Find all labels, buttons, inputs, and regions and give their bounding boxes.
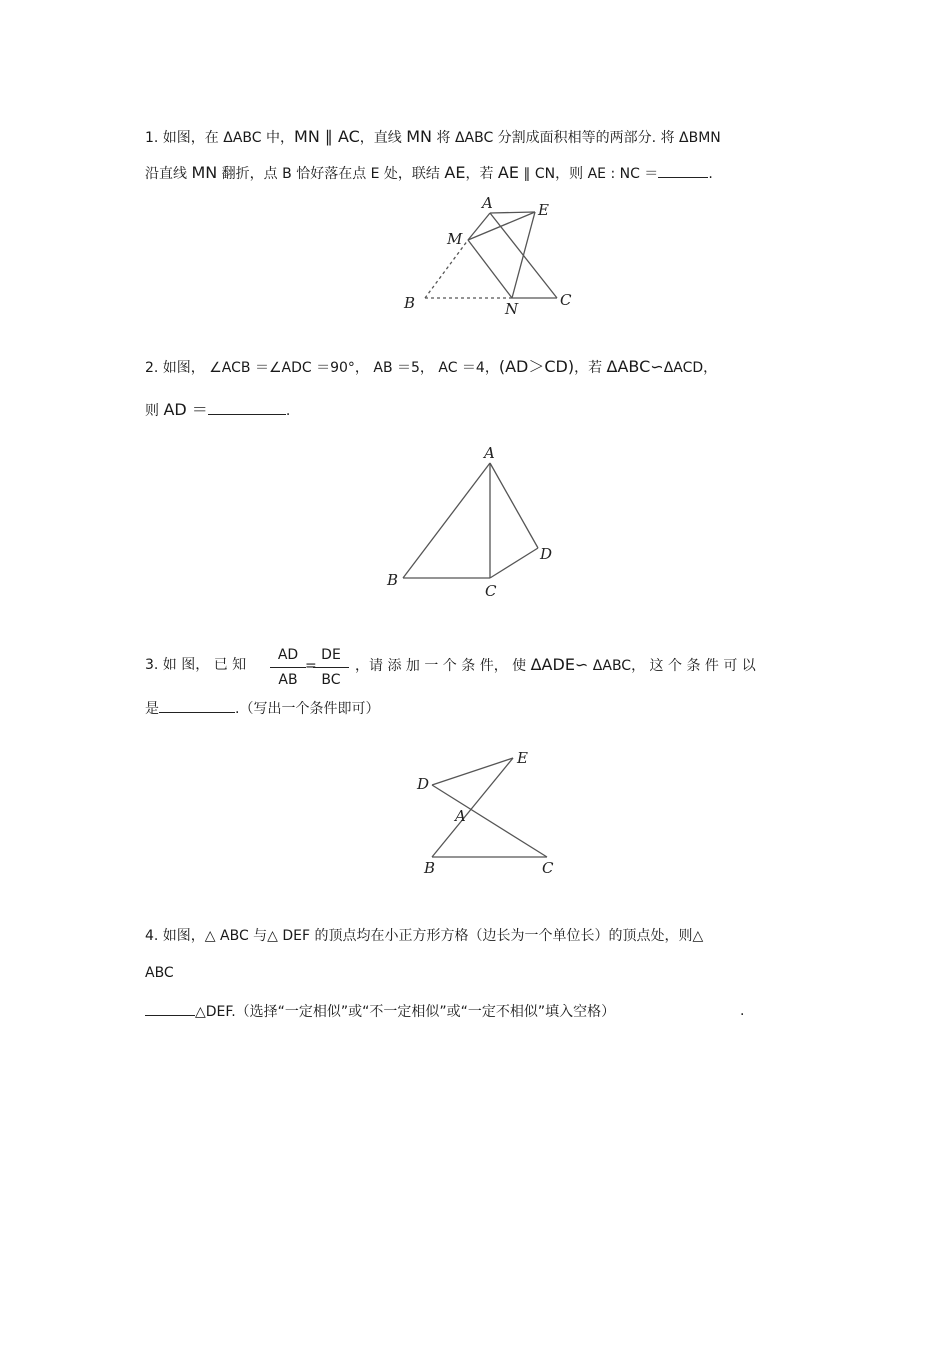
q3-answer-blank[interactable] [159, 698, 235, 713]
q2-text: . [285, 403, 291, 419]
q1-math: AE [497, 163, 519, 182]
q1-text: ，若 [465, 166, 498, 182]
q1-label-n: N [505, 300, 519, 318]
q1-text: 沿直线 [145, 166, 192, 182]
q2-text: ，若 [574, 360, 607, 376]
q3-label-a: A [455, 807, 466, 825]
q2-answer-blank[interactable] [208, 400, 286, 415]
q2-label-d: D [540, 545, 553, 563]
q1-text: . [708, 166, 713, 182]
q1-text: 翻折，点 B 恰好落在点 E 处，联结 [217, 166, 445, 182]
fraction-denominator: AB [278, 672, 298, 688]
q1-text: 1. 如图，在 [145, 130, 224, 146]
q1-line2 [145, 163, 713, 184]
q3-line1-rest [355, 655, 756, 676]
q1-math: MN ∥ AC [294, 127, 360, 146]
q1-math: AE [444, 163, 466, 182]
fraction-numerator: AD [277, 647, 299, 663]
fraction-bar [313, 667, 349, 668]
q4-text: △DEF.（选择“一定相似”或“不一定相似”或“一定不相似”填入空格） [195, 1004, 616, 1020]
q2-label-b: B [387, 571, 399, 589]
q2-line2 [145, 400, 290, 421]
q4-end-period: . [740, 1003, 745, 1019]
q2-math: AD ＝ [163, 400, 208, 419]
q4-line3 [145, 1001, 615, 1022]
q1-text: ∥ CN，则 AE : NC ＝ [518, 166, 659, 182]
q3-equals: = [305, 658, 317, 674]
fraction-bar [270, 667, 306, 668]
q4-answer-blank[interactable] [145, 1001, 195, 1016]
q3-text: ，请 添 加 一 个 条 件， 使 [355, 658, 531, 674]
q1-text: 中， [261, 130, 295, 146]
q3-prefix: 3. 如 图， 已 知 [145, 657, 247, 673]
q2-text: 则 [145, 403, 164, 419]
q2-math: (AD＞CD) [498, 357, 575, 376]
q3-label-b: B [424, 859, 436, 877]
q3-text: ， 这 个 条 件 可 以 [631, 658, 756, 674]
q1-math: MN [191, 163, 218, 182]
q2-math: ΔABC∽ [606, 357, 664, 376]
fraction-numerator: DE [321, 647, 341, 663]
q3-text: .（写出一个条件即可） [235, 701, 380, 717]
q3-label-c: C [542, 859, 554, 877]
fraction-denominator: BC [321, 672, 341, 688]
q1-text: 将 [432, 130, 455, 146]
q2-text: ΔACD， [663, 360, 718, 376]
q1-label-m: M [447, 230, 463, 248]
q3-label-d: D [417, 775, 430, 793]
q2-line1 [145, 357, 717, 378]
q4-line1: 4. 如图，△ ABC 与△ DEF 的顶点均在小正方形方格（边长为一个单位长）的顶点处，则△ [145, 928, 704, 944]
q1-label-e: E [538, 201, 549, 219]
q1-line1 [145, 127, 721, 148]
q1-answer-blank[interactable] [658, 163, 708, 178]
q3-line2 [145, 698, 379, 719]
q2-label-a: A [484, 444, 495, 462]
q3-math: ΔADE∽ [530, 655, 589, 674]
q1-text: ，直线 [359, 130, 407, 146]
q2-label-c: C [485, 582, 497, 600]
q2-text: 2. 如图， ∠ACB ＝∠ADC ＝90°， AB ＝5， AC ＝4， [145, 360, 499, 376]
q1-math: MN [406, 127, 433, 146]
q3-text: ΔABC [592, 658, 632, 674]
q4-line2: ABC [145, 965, 174, 981]
q3-fraction-de-bc [311, 645, 351, 690]
q1-label-b: B [404, 294, 416, 312]
q1-text: ΔABC [223, 130, 262, 146]
q3-label-e: E [517, 749, 528, 767]
q1-text: ΔABC 分割成面积相等的两部分. 将 ΔBMN [454, 130, 721, 146]
q1-label-c: C [560, 291, 572, 309]
q3-fraction-ad-ab [268, 645, 308, 690]
q3-text: 是 [145, 701, 159, 717]
q1-label-a: A [482, 194, 493, 212]
